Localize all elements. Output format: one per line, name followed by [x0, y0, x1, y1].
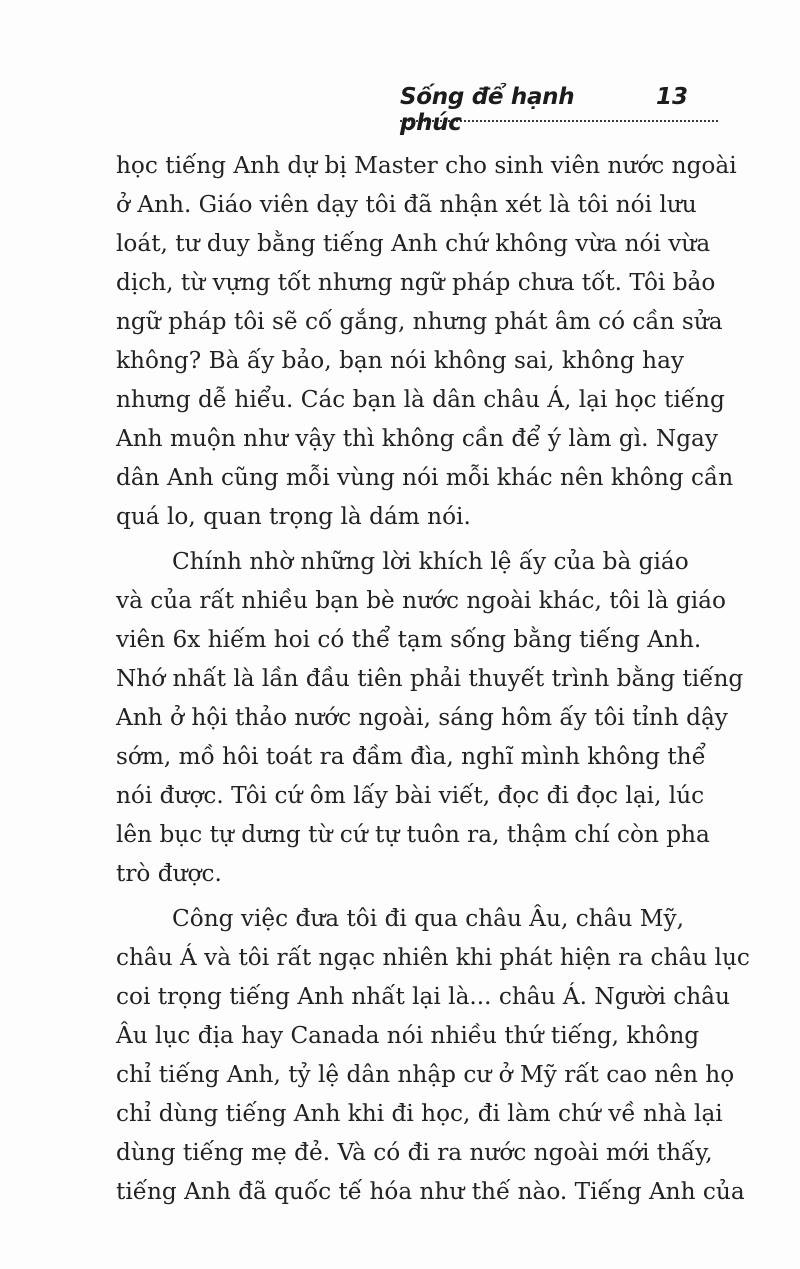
text-line: dịch, từ vựng tốt nhưng ngữ pháp chưa tốt. Tôi bảo	[116, 269, 716, 296]
text-line: nói được. Tôi cứ ôm lấy bài viết, đọc đi đọc lại, lúc	[116, 782, 705, 809]
text-line: sớm, mồ hôi toát ra đầm đìa, nghĩ mình không thể	[116, 743, 706, 770]
text-line: dùng tiếng mẹ đẻ. Và có đi ra nước ngoài mới thấy,	[116, 1139, 713, 1166]
text-line: tiếng Anh đã quốc tế hóa như thế nào. Tiếng Anh của	[116, 1178, 745, 1205]
text-line: Nhớ nhất là lần đầu tiên phải thuyết trình bằng tiếng	[116, 665, 744, 692]
paragraph-2	[116, 542, 744, 893]
text-line: chỉ tiếng Anh, tỷ lệ dân nhập cư ở Mỹ rất cao nên họ	[116, 1061, 735, 1088]
paragraph-1	[116, 146, 737, 536]
text-line: dân Anh cũng mỗi vùng nói mỗi khác nên không cần	[116, 464, 734, 491]
running-header	[400, 72, 718, 136]
text-line: chỉ dùng tiếng Anh khi đi học, đi làm chứ về nhà lại	[116, 1100, 723, 1127]
text-line: không? Bà ấy bảo, bạn nói không sai, không hay	[116, 347, 684, 374]
text-line: nhưng dễ hiểu. Các bạn là dân châu Á, lại học tiếng	[116, 386, 725, 413]
text-line: loát, tư duy bằng tiếng Anh chứ không vừa nói vừa	[116, 230, 711, 257]
text-line: Anh ở hội thảo nước ngoài, sáng hôm ấy tôi tỉnh dậy	[116, 704, 728, 731]
paragraph-3	[116, 899, 750, 1211]
text-line: Công việc đưa tôi đi qua châu Âu, châu Mỹ,	[172, 905, 684, 932]
text-line: và của rất nhiều bạn bè nước ngoài khác, tôi là giáo	[116, 587, 726, 614]
text-line: viên 6x hiếm hoi có thể tạm sống bằng tiếng Anh.	[116, 626, 702, 653]
text-line: Anh muộn như vậy thì không cần để ý làm gì. Ngay	[116, 425, 718, 452]
text-line: trò được.	[116, 860, 222, 887]
text-line: học tiếng Anh dự bị Master cho sinh viên nước ngoài	[116, 152, 737, 179]
page-number: 13	[655, 84, 688, 110]
text-line: ngữ pháp tôi sẽ cố gắng, nhưng phát âm có cần sửa	[116, 308, 723, 335]
text-line: coi trọng tiếng Anh nhất lại là... châu Á. Người châu	[116, 983, 730, 1010]
body-text	[116, 146, 750, 1217]
text-line: Chính nhờ những lời khích lệ ấy của bà giáo	[172, 548, 689, 575]
text-line: lên bục tự dưng từ cứ tự tuôn ra, thậm chí còn pha	[116, 821, 710, 848]
text-line: châu Á và tôi rất ngạc nhiên khi phát hiện ra châu lục	[116, 944, 750, 971]
text-line: Âu lục địa hay Canada nói nhiều thứ tiếng, không	[116, 1022, 700, 1049]
text-line: quá lo, quan trọng là dám nói.	[116, 503, 471, 530]
text-line: ở Anh. Giáo viên dạy tôi đã nhận xét là tôi nói lưu	[116, 191, 697, 218]
book-title: Sống để hạnh phúc	[400, 84, 575, 136]
